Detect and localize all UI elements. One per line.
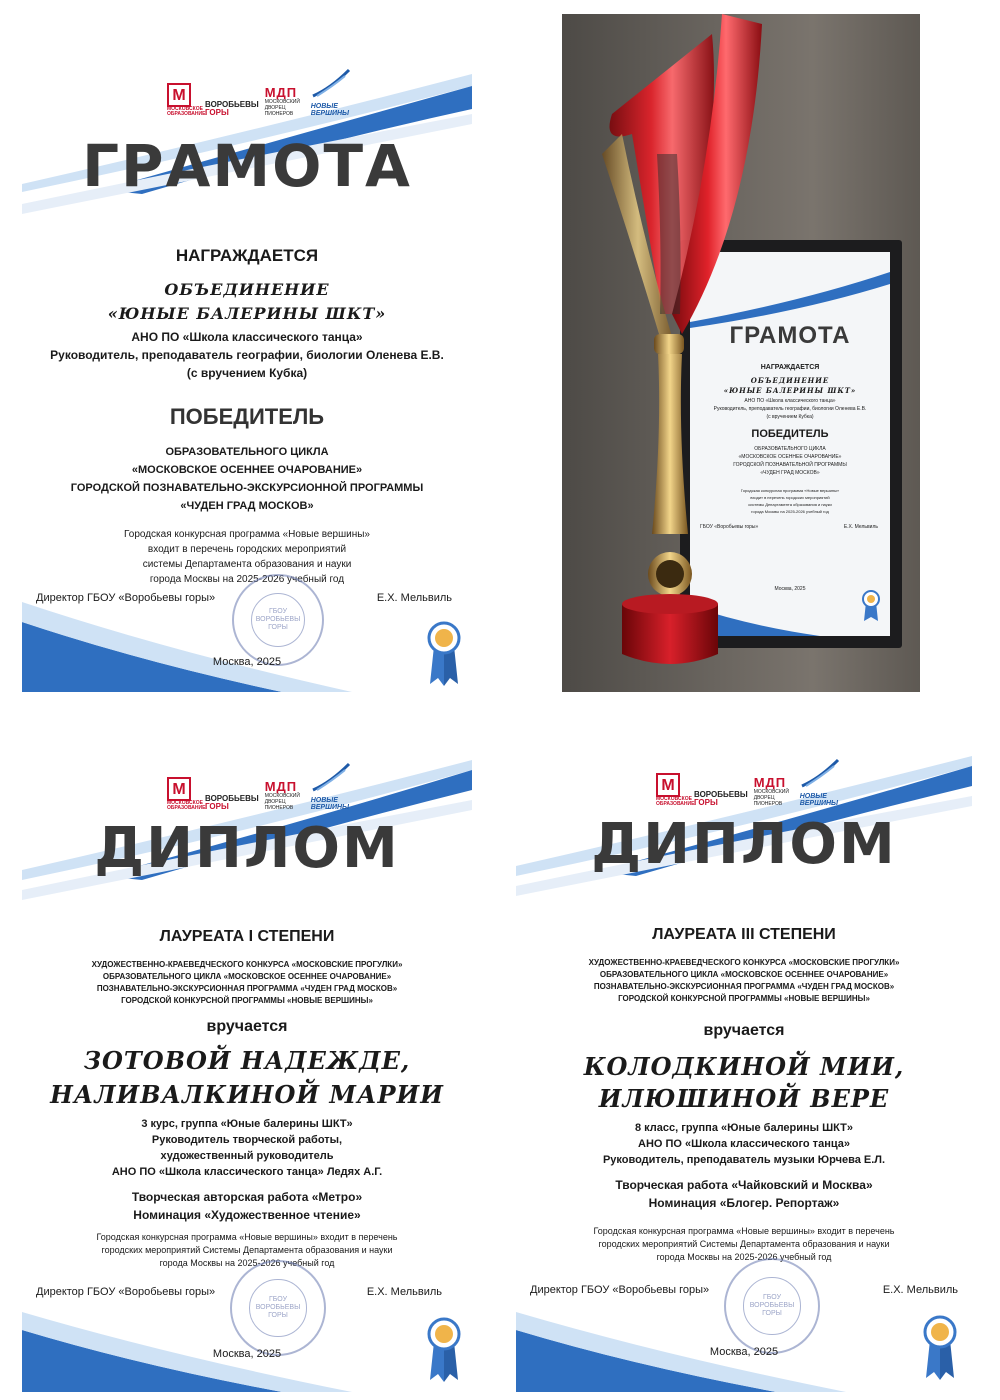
swoosh-icon [311,68,351,98]
work-title: Творческая работа «Чайковский и Москва» [615,1178,873,1192]
work-title: Творческая авторская работа «Метро» [131,1190,363,1204]
info-line-2: АНО ПО «Школа классического танца» [638,1138,850,1150]
mdp-logo: МДП МОСКОВСКИЙ ДВОРЕЦ ПИОНЕРОВ [753,775,789,807]
mini-cycle-4: «ЧУДЕН ГРАД МОСКОВ» [760,470,820,476]
diplom-third-degree [516,716,972,1392]
mini-note-3: системы Департамента образования и науки [748,502,832,507]
official-stamp: ГБОУ ВОРОБЬЕВЫ ГОРЫ [232,574,324,666]
mdp-logo: МДП МОСКОВСКИЙ ДВОРЕЦ ПИОНЕРОВ [264,779,300,811]
info-line-4: АНО ПО «Школа классического танца» Ледях А.Г. [111,1166,383,1178]
note-line-3: города Москвы на 2025-2026 учебный год [656,1252,832,1262]
nomination: Номинация «Художественное чтение» [133,1208,361,1222]
recipient-line-2: ИЛЮШИНОЙ ВЕРЕ [598,1084,890,1113]
awarded-heading: НАГРАЖДАЕТСЯ [175,246,319,265]
note-line-2: городских мероприятий Системы Департамента образования и науки [598,1239,890,1249]
degree-heading: ЛАУРЕАТА I СТЕПЕНИ [159,928,335,945]
degree-heading: ЛАУРЕАТА III СТЕПЕНИ [652,926,836,943]
cycle-line-3: ГОРОДСКОЙ ПОЗНАВАТЕЛЬНО-ЭКСКУРСИОННОЙ ПРОГРАММЫ [70,482,424,494]
contest-line-2: ОБРАЗОВАТЕЛЬНОГО ЦИКЛА «МОСКОВСКОЕ ОСЕННЕЕ ОЧАРОВАНИЕ» [102,972,392,981]
director-title: Директор ГБОУ «Воробьевы горы» [36,592,216,604]
city-year: Москва, 2025 [212,1348,282,1360]
mini-director: ГБОУ «Воробьевы горы» [700,524,759,530]
info-line-1: 8 класс, группа «Юные балерины ШКТ» [634,1122,853,1134]
winner-heading: ПОБЕДИТЕЛЬ [169,404,325,429]
moscow-education-logo: М МОСКОВСКОЕ ОБРАЗОВАНИЕ [656,773,688,807]
info-line-3: Руководитель, преподаватель музыки Юрчева Е.Л. [602,1154,886,1166]
new-peaks-logo: НОВЫЕ ВЕРШИНЫ [311,762,351,811]
mini-note-1: Городская конкурсная программа «Новые вершины» [740,488,840,493]
cycle-line-2: «МОСКОВСКОЕ ОСЕННЕЕ ОЧАРОВАНИЕ» [131,464,363,476]
gramota-certificate [22,14,472,692]
signer-name: Е.Х. Мельвиль [376,592,452,604]
mini-awarded: НАГРАЖДАЕТСЯ [760,364,820,371]
trophy-cup-icon [562,14,920,692]
director-title: Директор ГБОУ «Воробьевы горы» [36,1286,216,1298]
contest-line-3: ПОЗНАВАТЕЛЬНО-ЭКСКУРСИОННАЯ ПРОГРАММА «ЧУДЕН ГРАД МОСКОВ» [593,982,895,991]
director-title: Директор ГБОУ «Воробьевы горы» [530,1284,710,1296]
recipient-line-1: ЗОТОВОЙ НАДЕЖДЕ, [83,1046,411,1075]
mini-cycle-1: ОБРАЗОВАТЕЛЬНОГО ЦИКЛА [754,446,826,452]
recipient-line-2: НАЛИВАЛКИНОЙ МАРИИ [50,1080,444,1109]
vorobyovy-gory-logo: ВОРОБЬЕВЫ ГОРЫ [694,790,748,807]
recipient-line-2: «ЮНЫЕ БАЛЕРИНЫ ШКТ» [107,304,387,323]
cycle-line-1: ОБРАЗОВАТЕЛЬНОГО ЦИКЛА [165,446,329,458]
official-stamp: ГБОУ ВОРОБЬЕВЫ ГОРЫ [230,1260,326,1356]
mini-city: Москва, 2025 [774,586,806,592]
contest-line-4: ГОРОДСКОЙ КОНКУРСНОЙ ПРОГРАММЫ «НОВЫЕ ВЕРШИНЫ» [618,994,870,1003]
mini-name-2: «ЮНЫЕ БАЛЕРИНЫ ШКТ» [723,386,857,395]
contest-line-3: ПОЗНАВАТЕЛЬНО-ЭКСКУРСИОННАЯ ПРОГРАММА «ЧУДЕН ГРАД МОСКОВ» [96,984,398,993]
note-line-2: входит в перечень городских мероприятий [147,544,347,555]
gramota-title: ГРАМОТА [82,132,412,200]
info-line-2: Руководитель творческой работы, [151,1134,343,1146]
note-line-3: города Москвы на 2025-2026 учебный год [159,1258,335,1268]
logos-row [656,758,840,807]
nomination: Номинация «Блогер. Репортаж» [648,1196,840,1210]
vorobyovy-gory-logo: ВОРОБЬЕВЫ ГОРЫ [205,794,259,811]
official-stamp: ГБОУ ВОРОБЬЕВЫ ГОРЫ [724,1258,820,1354]
moscow-education-logo: М МОСКОВСКОЕ ОБРАЗОВАНИЕ [167,83,199,117]
note-line-1: Городская конкурсная программа «Новые вершины» входит в перечень [96,1232,398,1242]
info-line-1: 3 курс, группа «Юные балерины ШКТ» [141,1118,353,1130]
mdp-logo: МДП МОСКОВСКИЙ ДВОРЕЦ ПИОНЕРОВ [264,85,300,117]
given-heading: вручается [703,1022,785,1039]
mini-note-2: входит в перечень городских мероприятий [750,495,830,500]
mini-cup: (с вручением Кубка) [766,414,814,420]
swoosh-icon [311,762,351,792]
signer-name: Е.Х. Мельвиль [882,1284,958,1296]
mini-note-4: города Москвы на 2025-2026 учебный год [751,509,829,514]
diplom-title: ДИПЛОМ [94,816,400,881]
signature-row [530,1284,958,1296]
contest-line-1: ХУДОЖЕСТВЕННО-КРАЕВЕДЧЕСКОГО КОНКУРСА «МОСКОВСКИЕ ПРОГУЛКИ» [588,958,900,967]
city-year: Москва, 2025 [212,656,282,668]
mini-winner: ПОБЕДИТЕЛЬ [751,428,829,440]
recipient-line-1: КОЛОДКИНОЙ МИИ, [583,1052,905,1081]
trophy-photo [562,14,920,692]
contest-line-4: ГОРОДСКОЙ КОНКУРСНОЙ ПРОГРАММЫ «НОВЫЕ ВЕРШИНЫ» [121,996,373,1005]
logos-row [167,68,351,117]
cycle-line-4: «ЧУДЕН ГРАД МОСКОВ» [180,500,314,512]
medal-ribbon-icon [426,620,462,686]
signer-name: Е.Х. Мельвиль [366,1286,442,1298]
cup-note: (с вручением Кубка) [186,366,308,380]
m-logo-icon: М [656,773,680,797]
moscow-education-logo: М МОСКОВСКОЕ ОБРАЗОВАНИЕ [167,777,199,811]
mini-cycle-2: «МОСКОВСКОЕ ОСЕННЕЕ ОЧАРОВАНИЕ» [738,454,842,460]
note-line-3: системы Департамента образования и науки [142,559,352,570]
mini-org: АНО ПО «Школа классического танца» [744,398,836,404]
organization-text: АНО ПО «Школа классического танца» [131,330,363,344]
diplom-title: ДИПЛОМ [591,812,897,877]
m-logo-icon: М [167,83,191,107]
contest-line-1: ХУДОЖЕСТВЕННО-КРАЕВЕДЧЕСКОГО КОНКУРСА «МОСКОВСКИЕ ПРОГУЛКИ» [91,960,403,969]
contest-line-2: ОБРАЗОВАТЕЛЬНОГО ЦИКЛА «МОСКОВСКОЕ ОСЕННЕЕ ОЧАРОВАНИЕ» [599,970,889,979]
note-line-4: города Москвы на 2025-2026 учебный год [149,574,345,585]
signature-row [36,592,452,604]
mini-title: ГРАМОТА [729,322,851,349]
mini-leader: Руководитель, преподаватель географии, биологии Оленева Е.В. [713,406,867,412]
mini-cycle-3: ГОРОДСКОЙ ПОЗНАВАТЕЛЬНОЙ ПРОГРАММЫ [733,462,847,468]
new-peaks-logo: НОВЫЕ ВЕРШИНЫ [800,758,840,807]
info-line-3: художественный руководитель [160,1150,334,1162]
medal-ribbon-icon [426,1316,462,1382]
given-heading: вручается [206,1018,288,1035]
leader-text: Руководитель, преподаватель географии, биологии Оленева Е.В. [50,348,444,362]
city-year: Москва, 2025 [709,1346,779,1358]
mini-signer: Е.Х. Мельвиль [843,524,878,530]
vorobyovy-gory-logo: ВОРОБЬЕВЫ ГОРЫ [205,100,259,117]
note-line-1: Городская конкурсная программа «Новые вершины» [124,529,370,540]
swoosh-icon [800,758,840,788]
mini-name-1: ОБЪЕДИНЕНИЕ [750,376,830,385]
signature-row [36,1286,442,1298]
note-line-2: городских мероприятий Системы Департамента образования и науки [101,1245,393,1255]
logos-row [167,762,351,811]
medal-ribbon-icon [922,1314,958,1380]
recipient-line-1: ОБЪЕДИНЕНИЕ [164,280,330,299]
new-peaks-logo: НОВЫЕ ВЕРШИНЫ [311,68,351,117]
note-line-1: Городская конкурсная программа «Новые вершины» входит в перечень [593,1226,895,1236]
diplom-first-degree [22,720,472,1392]
m-logo-icon: М [167,777,191,801]
